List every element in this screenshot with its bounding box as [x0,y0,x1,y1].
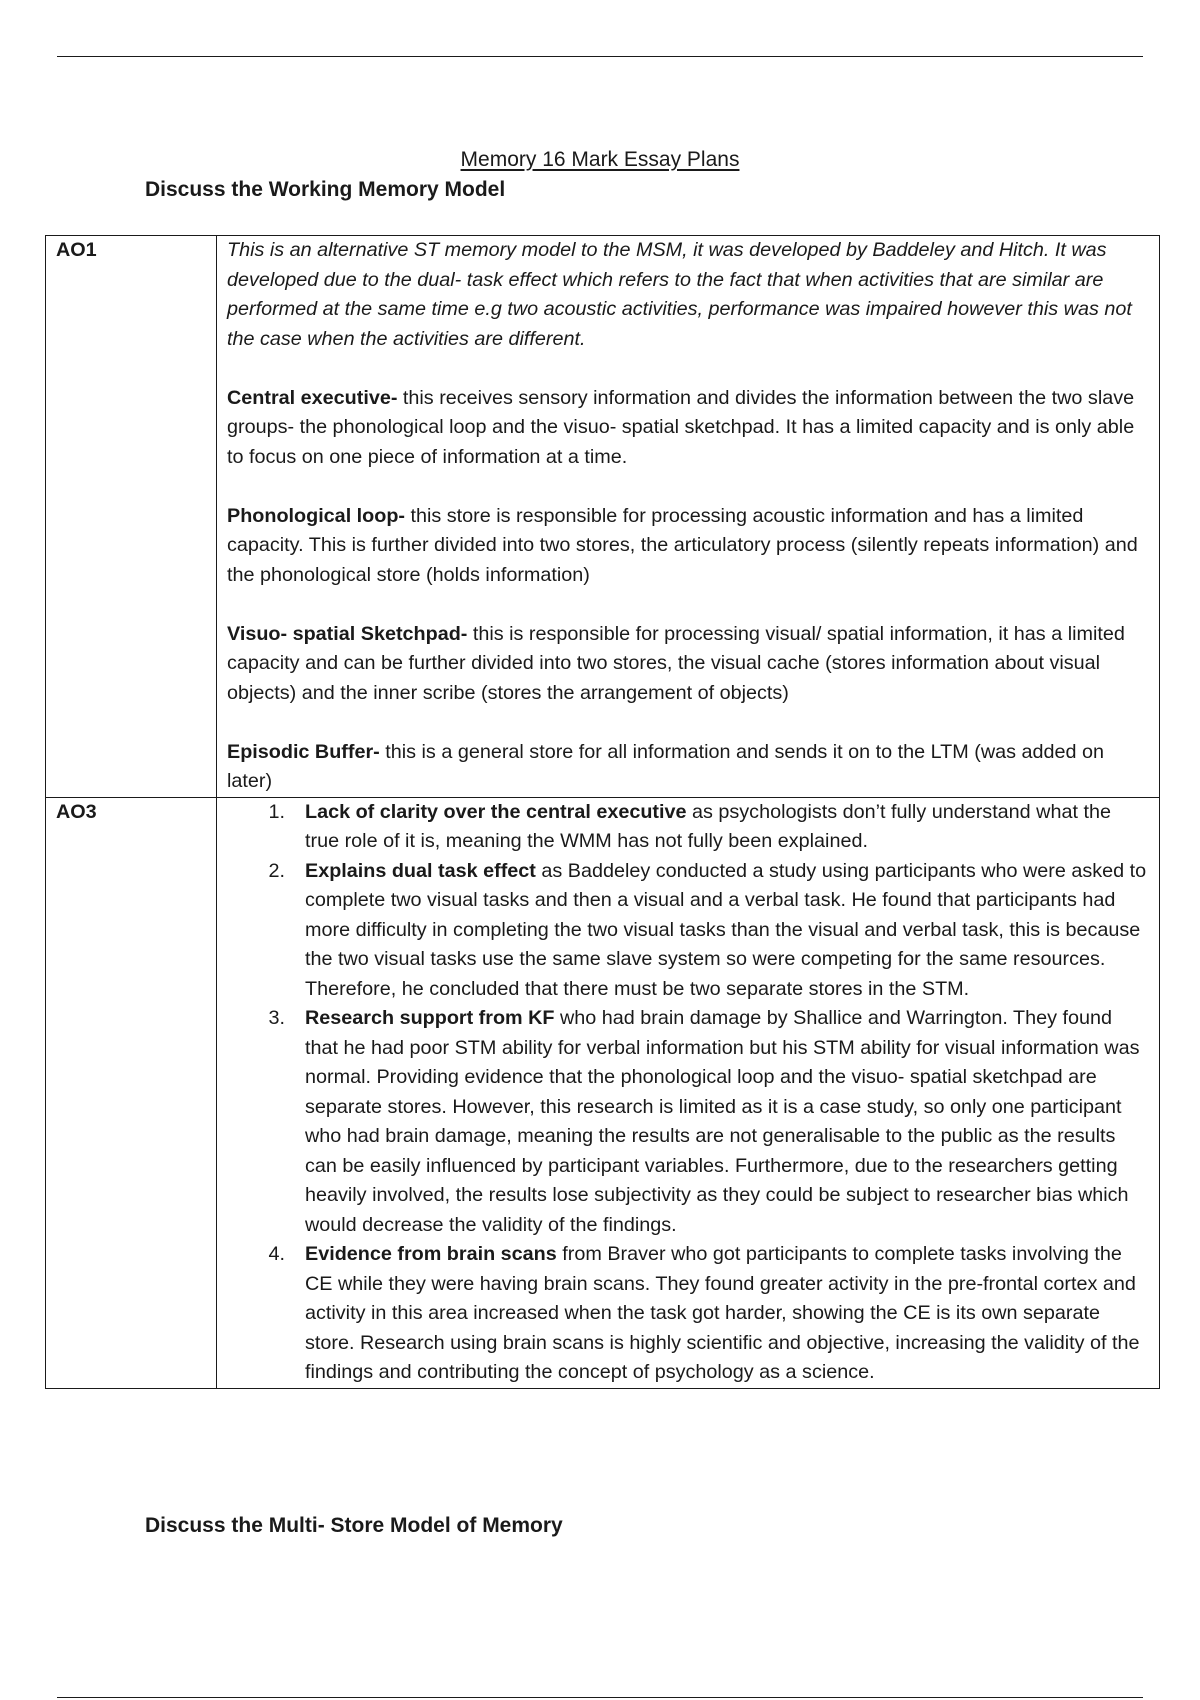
ao1-content [217,236,1160,798]
document-title [0,147,1200,173]
ao1-intro: This is an alternative ST memory model to the MSM, it was developed by Baddeley and Hitch. It was developed due to the dual- task effect which refers to the fact that when activities that are similar are performed at the same time e.g two acoustic activities, performance was impaired however this was not the case when the activities are different. [227,239,1132,350]
section-term: Visuo- spatial Sketchpad- [227,622,468,645]
ao3-content [217,797,1160,1388]
ao3-evaluation-list [227,798,1149,1388]
list-item [227,1240,1149,1388]
point-text: as Baddeley conducted a study using participants who were asked to complete two visual tasks and then a visual and a verbal task. He found that participants had more difficulty in completing the two visual tasks than the visual and verbal task, this is because the two visual tasks use the same slave system so were competing for the same resources. Therefore, he concluded that there must be two separate stores in the STM. [305,859,1147,1000]
section-text: this is a general store for all information and sends it on to the LTM (was added on later) [227,740,1105,792]
point-term: Evidence from brain scans [305,1243,557,1265]
section-text: this receives sensory information and divides the information between the two slave groups- the phonological loop and the visuo- spatial sketchpad. It has a limited capacity and is only able to focus on one piece of information at a time. [227,386,1135,468]
list-number: 2. [268,859,285,882]
essay-question-working-memory: Discuss the Working Memory Model [145,178,506,201]
list-item [227,1004,1149,1240]
point-term: Research support from KF [305,1007,555,1029]
point-term: Lack of clarity over the central executive [305,800,687,823]
section-term: Phonological loop- [227,504,406,527]
list-item [227,798,1149,857]
ao1-section [227,738,1149,797]
ao1-section [227,384,1149,473]
list-item [227,857,1149,1005]
list-number: 4. [268,1243,285,1265]
list-number: 3. [268,1007,285,1029]
section-text: this is responsible for processing visual/ spatial information, it has a limited capacity and can be further divided into two stores, the visual cache (stores information about visual objects) and the inner scribe (stores the arrangement of objects) [227,622,1125,704]
section-term: Episodic Buffer- [227,740,380,763]
essay-plan-table [45,235,1160,1389]
point-text: as psychologists don’t fully understand what the true role of it is, meaning the WMM has not fully been explained. [305,800,1111,852]
list-number: 1. [268,800,285,823]
essay-question-multi-store: Discuss the Multi- Store Model of Memory [145,1514,563,1537]
ao1-row [46,236,1160,798]
point-text: who had brain damage by Shallice and Warrington. They found that he had poor STM ability for verbal information but his STM ability for visual information was normal. Providing evidence that the phonological loop and the visuo- spatial sketchpad are separate stores. However, this research is limited as it is a case study, so only one participant who had brain damage, meaning the results are not generalisable to the public as the results can be easily influenced by participant variables. Furthermore, due to the researchers getting heavily involved, the results lose subjectivity as they could be subject to researcher bias which would decrease the validity of the findings. [305,1007,1140,1236]
ao1-label: AO1 [46,236,217,798]
document-title-text: Memory 16 Mark Essay Plans [460,148,740,171]
point-text: from Braver who got participants to complete tasks involving the CE while they were having brain scans. They found greater activity in the pre-frontal cortex and activity in this area increased when the task got harder, showing the CE is its own separate store. Research using brain scans is highly scientific and objective, increasing the validity of the findings and contributing the concept of psychology as a science. [305,1243,1140,1383]
header-rule [57,56,1143,57]
ao1-section [227,502,1149,591]
point-term: Explains dual task effect [305,859,536,882]
section-text: this store is responsible for processing acoustic information and has a limited capacity. This is further divided into two stores, the articulatory process (silently repeats information) and the phonological store (holds information) [227,504,1138,586]
ao3-label: AO3 [46,797,217,1388]
section-term: Central executive- [227,386,398,409]
ao1-section [227,620,1149,709]
ao3-row [46,797,1160,1388]
footer-rule [57,1697,1143,1698]
